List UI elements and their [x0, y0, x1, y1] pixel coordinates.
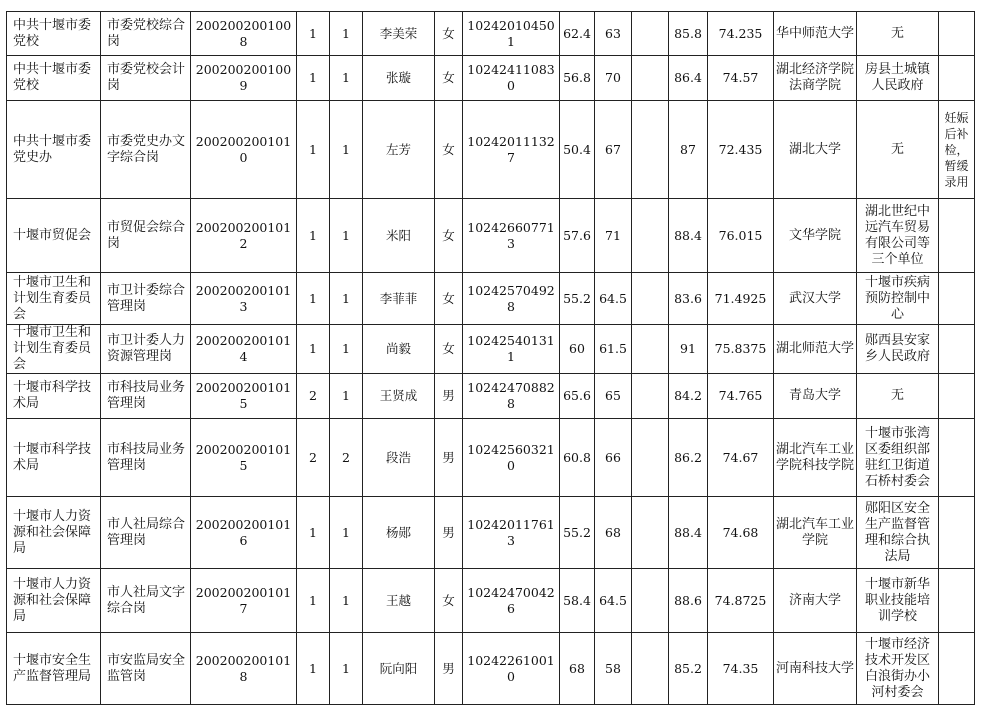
total-score-cell: 71.4925 [708, 273, 774, 325]
unit-cell: 十堰市科学技术局 [7, 419, 101, 497]
written-score-2-cell: 58 [595, 633, 632, 705]
extra-score-cell [632, 633, 669, 705]
ticket-number-cell: 102420117613 [463, 497, 560, 569]
table-row [7, 273, 975, 325]
written-score-2-cell: 61.5 [595, 325, 632, 374]
total-score-cell: 74.57 [708, 56, 774, 101]
table-row [7, 633, 975, 705]
unit-cell: 中共十堰市委党史办 [7, 101, 101, 199]
post-code-cell: 2002002001010 [191, 101, 297, 199]
written-score-2-cell: 65 [595, 374, 632, 419]
post-cell: 市贸促会综合岗 [101, 199, 191, 273]
extra-score-cell [632, 199, 669, 273]
ticket-number-cell: 102424708828 [463, 374, 560, 419]
post-code-cell: 2002002001014 [191, 325, 297, 374]
post-code-cell: 2002002001008 [191, 12, 297, 56]
total-score-cell: 74.8725 [708, 569, 774, 633]
school-cell: 河南科技大学 [774, 633, 857, 705]
post-code-cell: 2002002001015 [191, 419, 297, 497]
ticket-number-cell: 102424700426 [463, 569, 560, 633]
work-unit-cell: 十堰市新华职业技能培训学校 [857, 569, 939, 633]
plan-count-cell: 1 [297, 569, 330, 633]
interview-score-cell: 84.2 [669, 374, 708, 419]
plan-count-cell: 1 [297, 497, 330, 569]
post-code-cell: 2002002001016 [191, 497, 297, 569]
written-score-2-cell: 64.5 [595, 569, 632, 633]
plan-count-cell: 1 [297, 325, 330, 374]
rank-cell: 1 [330, 101, 363, 199]
gender-cell: 女 [435, 273, 463, 325]
school-cell: 华中师范大学 [774, 12, 857, 56]
extra-score-cell [632, 101, 669, 199]
written-score-2-cell: 71 [595, 199, 632, 273]
post-cell: 市卫计委人力资源管理岗 [101, 325, 191, 374]
rank-cell: 1 [330, 633, 363, 705]
written-score-2-cell: 64.5 [595, 273, 632, 325]
unit-cell: 十堰市人力资源和社会保障局 [7, 497, 101, 569]
extra-score-cell [632, 569, 669, 633]
rank-cell: 1 [330, 56, 363, 101]
note-cell [939, 325, 975, 374]
work-unit-cell: 郧阳区安全生产监督管理和综合执法局 [857, 497, 939, 569]
ticket-number-cell: 102425603210 [463, 419, 560, 497]
plan-count-cell: 1 [297, 101, 330, 199]
work-unit-cell: 十堰市经济技术开发区白浪街办小河村委会 [857, 633, 939, 705]
candidate-name-cell: 米阳 [363, 199, 435, 273]
interview-score-cell: 88.4 [669, 199, 708, 273]
note-cell [939, 374, 975, 419]
table-row [7, 419, 975, 497]
note-cell [939, 12, 975, 56]
rank-cell: 1 [330, 199, 363, 273]
unit-cell: 十堰市人力资源和社会保障局 [7, 569, 101, 633]
interview-score-cell: 88.6 [669, 569, 708, 633]
written-score-1-cell: 65.6 [560, 374, 595, 419]
interview-score-cell: 87 [669, 101, 708, 199]
plan-count-cell: 1 [297, 56, 330, 101]
unit-cell: 十堰市科学技术局 [7, 374, 101, 419]
candidate-table [6, 11, 975, 705]
school-cell: 文华学院 [774, 199, 857, 273]
work-unit-cell: 房县土城镇人民政府 [857, 56, 939, 101]
plan-count-cell: 1 [297, 199, 330, 273]
candidate-name-cell: 李美荣 [363, 12, 435, 56]
written-score-1-cell: 57.6 [560, 199, 595, 273]
written-score-2-cell: 66 [595, 419, 632, 497]
school-cell: 湖北汽车工业学院科技学院 [774, 419, 857, 497]
unit-cell: 十堰市卫生和计划生育委员会 [7, 325, 101, 374]
interview-score-cell: 85.2 [669, 633, 708, 705]
total-score-cell: 76.015 [708, 199, 774, 273]
rank-cell: 1 [330, 569, 363, 633]
table-row [7, 12, 975, 56]
extra-score-cell [632, 497, 669, 569]
school-cell: 济南大学 [774, 569, 857, 633]
written-score-1-cell: 62.4 [560, 12, 595, 56]
interview-score-cell: 91 [669, 325, 708, 374]
candidate-name-cell: 王越 [363, 569, 435, 633]
written-score-1-cell: 56.8 [560, 56, 595, 101]
written-score-2-cell: 70 [595, 56, 632, 101]
work-unit-cell: 无 [857, 101, 939, 199]
ticket-number-cell: 102424110830 [463, 56, 560, 101]
work-unit-cell: 湖北世纪中远汽车贸易有限公司等三个单位 [857, 199, 939, 273]
written-score-1-cell: 68 [560, 633, 595, 705]
work-unit-cell: 十堰市疾病预防控制中心 [857, 273, 939, 325]
interview-score-cell: 83.6 [669, 273, 708, 325]
post-cell: 市委党校会计岗 [101, 56, 191, 101]
plan-count-cell: 1 [297, 12, 330, 56]
note-cell [939, 633, 975, 705]
extra-score-cell [632, 273, 669, 325]
total-score-cell: 74.765 [708, 374, 774, 419]
rank-cell: 1 [330, 374, 363, 419]
rank-cell: 1 [330, 273, 363, 325]
total-score-cell: 74.68 [708, 497, 774, 569]
table-row [7, 101, 975, 199]
post-cell: 市人社局文字综合岗 [101, 569, 191, 633]
total-score-cell: 72.435 [708, 101, 774, 199]
post-cell: 市卫计委综合管理岗 [101, 273, 191, 325]
table-row [7, 199, 975, 273]
candidate-name-cell: 阮向阳 [363, 633, 435, 705]
written-score-1-cell: 60.8 [560, 419, 595, 497]
school-cell: 湖北汽车工业学院 [774, 497, 857, 569]
total-score-cell: 75.8375 [708, 325, 774, 374]
interview-score-cell: 85.8 [669, 12, 708, 56]
written-score-1-cell: 55.2 [560, 497, 595, 569]
table-row [7, 569, 975, 633]
note-cell [939, 199, 975, 273]
extra-score-cell [632, 56, 669, 101]
total-score-cell: 74.67 [708, 419, 774, 497]
rank-cell: 2 [330, 419, 363, 497]
work-unit-cell: 无 [857, 374, 939, 419]
ticket-number-cell: 102420104501 [463, 12, 560, 56]
interview-score-cell: 88.4 [669, 497, 708, 569]
post-cell: 市安监局安全监管岗 [101, 633, 191, 705]
unit-cell: 中共十堰市委党校 [7, 56, 101, 101]
candidate-name-cell: 左芳 [363, 101, 435, 199]
plan-count-cell: 2 [297, 419, 330, 497]
plan-count-cell: 1 [297, 633, 330, 705]
post-cell: 市科技局业务管理岗 [101, 374, 191, 419]
extra-score-cell [632, 12, 669, 56]
post-code-cell: 2002002001012 [191, 199, 297, 273]
gender-cell: 女 [435, 569, 463, 633]
written-score-2-cell: 67 [595, 101, 632, 199]
post-cell: 市科技局业务管理岗 [101, 419, 191, 497]
written-score-1-cell: 50.4 [560, 101, 595, 199]
post-code-cell: 2002002001018 [191, 633, 297, 705]
interview-score-cell: 86.4 [669, 56, 708, 101]
note-cell [939, 273, 975, 325]
candidate-name-cell: 王贤成 [363, 374, 435, 419]
post-code-cell: 2002002001015 [191, 374, 297, 419]
work-unit-cell: 郧西县安家乡人民政府 [857, 325, 939, 374]
plan-count-cell: 1 [297, 273, 330, 325]
note-cell: 妊娠后补检，暂缓录用 [939, 101, 975, 199]
note-cell [939, 56, 975, 101]
gender-cell: 男 [435, 419, 463, 497]
gender-cell: 男 [435, 497, 463, 569]
school-cell: 青岛大学 [774, 374, 857, 419]
written-score-2-cell: 63 [595, 12, 632, 56]
school-cell: 湖北经济学院法商学院 [774, 56, 857, 101]
total-score-cell: 74.35 [708, 633, 774, 705]
post-code-cell: 2002002001017 [191, 569, 297, 633]
note-cell [939, 497, 975, 569]
post-code-cell: 2002002001009 [191, 56, 297, 101]
post-code-cell: 2002002001013 [191, 273, 297, 325]
school-cell: 武汉大学 [774, 273, 857, 325]
extra-score-cell [632, 419, 669, 497]
work-unit-cell: 无 [857, 12, 939, 56]
extra-score-cell [632, 325, 669, 374]
unit-cell: 中共十堰市委党校 [7, 12, 101, 56]
post-cell: 市人社局综合管理岗 [101, 497, 191, 569]
table-row [7, 374, 975, 419]
extra-score-cell [632, 374, 669, 419]
unit-cell: 十堰市卫生和计划生育委员会 [7, 273, 101, 325]
gender-cell: 男 [435, 633, 463, 705]
written-score-1-cell: 58.4 [560, 569, 595, 633]
rank-cell: 1 [330, 497, 363, 569]
unit-cell: 十堰市贸促会 [7, 199, 101, 273]
table-row [7, 56, 975, 101]
written-score-2-cell: 68 [595, 497, 632, 569]
note-cell [939, 569, 975, 633]
table-row [7, 497, 975, 569]
candidate-name-cell: 李菲菲 [363, 273, 435, 325]
interview-score-cell: 86.2 [669, 419, 708, 497]
ticket-number-cell: 102420111327 [463, 101, 560, 199]
table-row [7, 325, 975, 374]
gender-cell: 女 [435, 12, 463, 56]
gender-cell: 女 [435, 325, 463, 374]
ticket-number-cell: 102422610010 [463, 633, 560, 705]
written-score-1-cell: 55.2 [560, 273, 595, 325]
school-cell: 湖北师范大学 [774, 325, 857, 374]
gender-cell: 男 [435, 374, 463, 419]
ticket-number-cell: 102425401311 [463, 325, 560, 374]
candidate-name-cell: 杨郧 [363, 497, 435, 569]
ticket-number-cell: 102426607713 [463, 199, 560, 273]
ticket-number-cell: 102425704928 [463, 273, 560, 325]
candidate-name-cell: 张璇 [363, 56, 435, 101]
work-unit-cell: 十堰市张湾区委组织部驻红卫街道石桥村委会 [857, 419, 939, 497]
note-cell [939, 419, 975, 497]
rank-cell: 1 [330, 325, 363, 374]
gender-cell: 女 [435, 56, 463, 101]
written-score-1-cell: 60 [560, 325, 595, 374]
rank-cell: 1 [330, 12, 363, 56]
gender-cell: 女 [435, 199, 463, 273]
total-score-cell: 74.235 [708, 12, 774, 56]
candidate-name-cell: 尚毅 [363, 325, 435, 374]
post-cell: 市委党史办文字综合岗 [101, 101, 191, 199]
school-cell: 湖北大学 [774, 101, 857, 199]
plan-count-cell: 2 [297, 374, 330, 419]
table-body [7, 12, 975, 705]
post-cell: 市委党校综合岗 [101, 12, 191, 56]
gender-cell: 女 [435, 101, 463, 199]
candidate-name-cell: 段浩 [363, 419, 435, 497]
unit-cell: 十堰市安全生产监督管理局 [7, 633, 101, 705]
